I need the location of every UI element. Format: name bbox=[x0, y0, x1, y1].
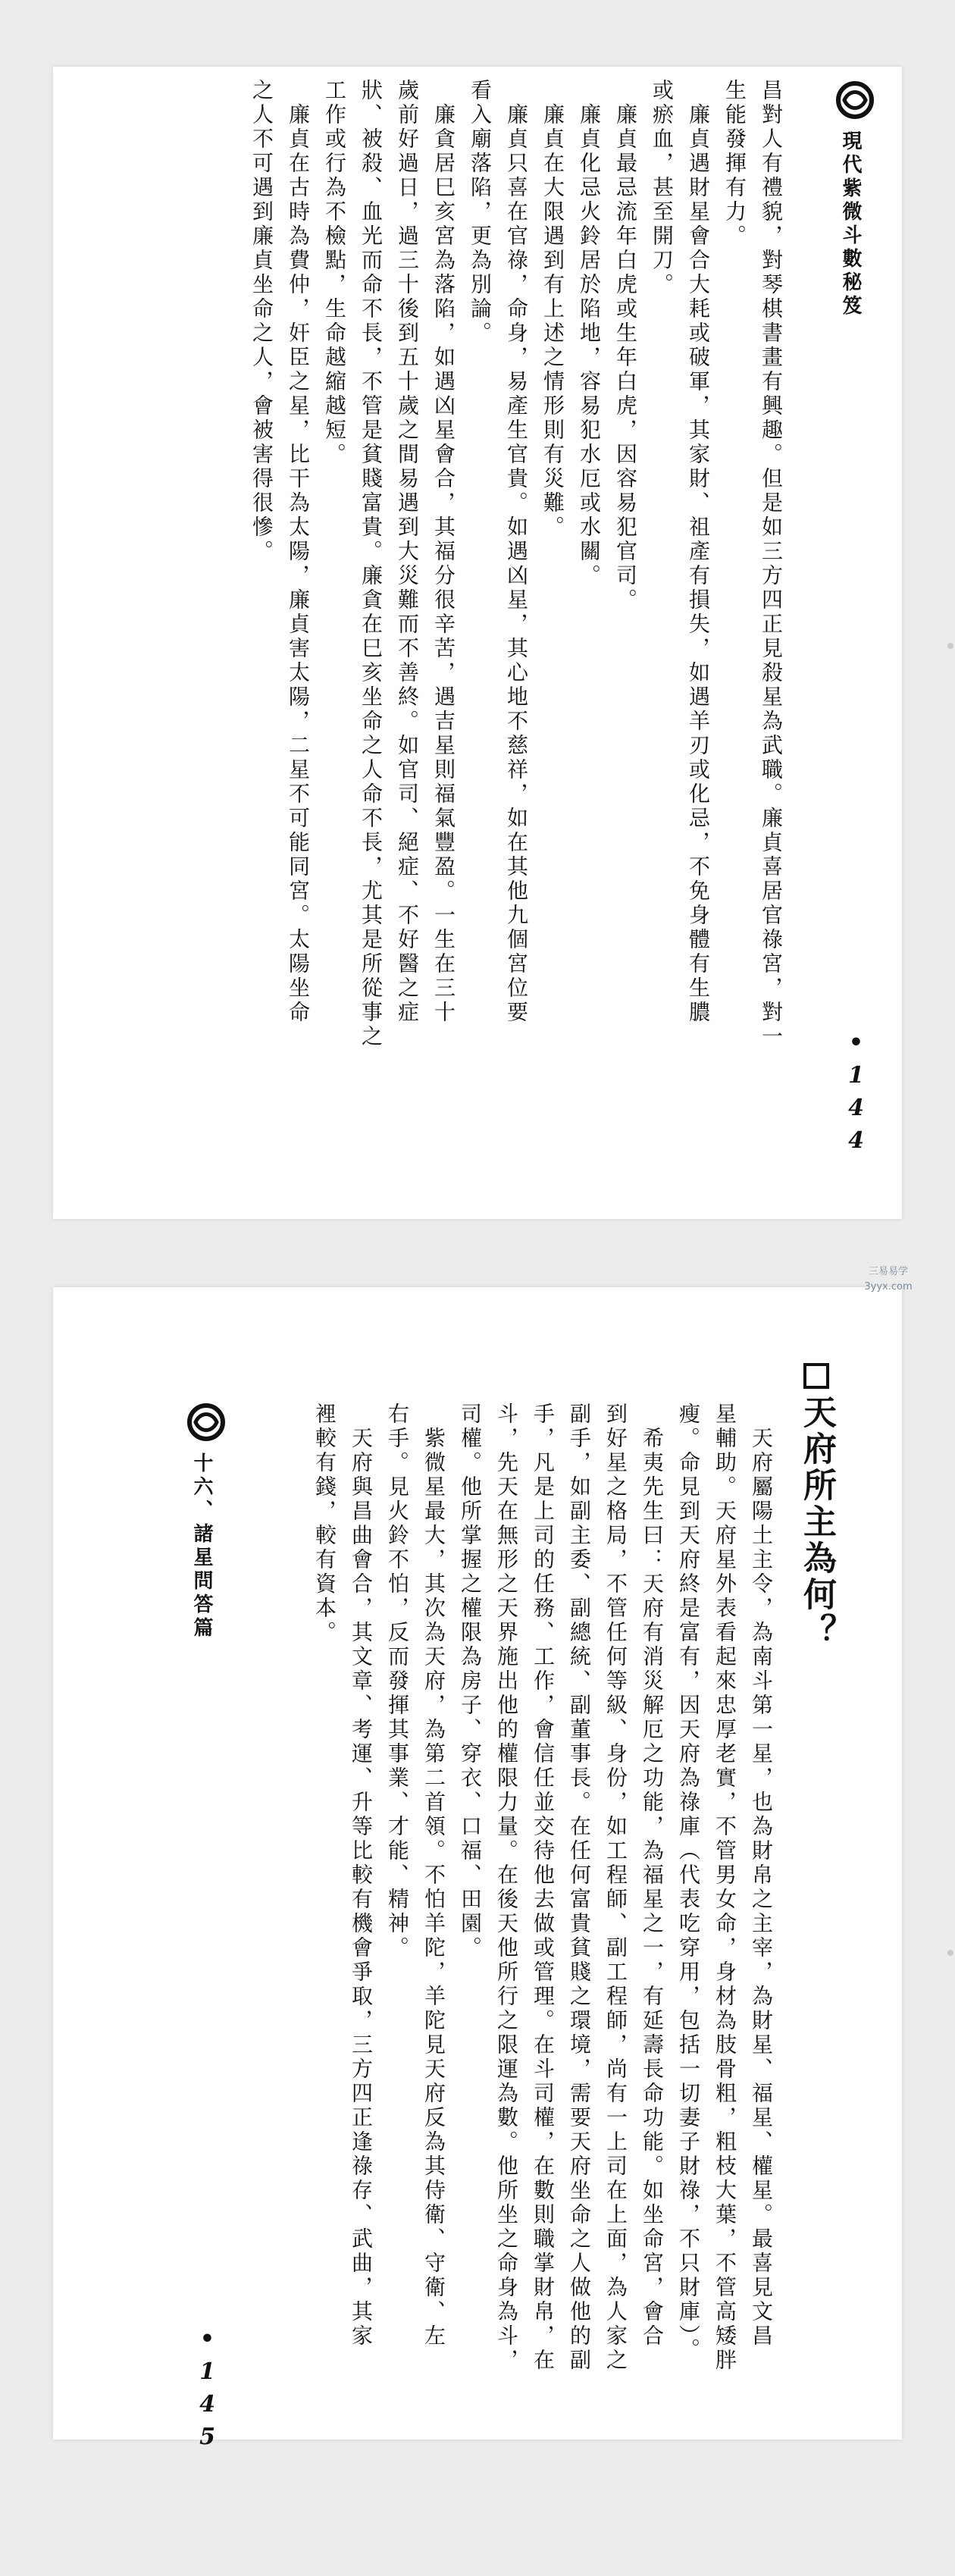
text-column: 裡較有錢，較有資本。 bbox=[312, 1402, 337, 1645]
text-column: 天府與昌曲會合，其文章、考運、升等比較有機會爭取，三方四正逢祿存、武曲，其家 bbox=[349, 1402, 374, 2349]
text-column: 看入廟落陷，更為別論。 bbox=[468, 79, 493, 346]
text-column: 生能發揮有力。 bbox=[722, 79, 747, 249]
publisher-logo-icon bbox=[834, 79, 876, 121]
heading-box-icon bbox=[803, 1363, 829, 1389]
text-column: 昌對人有禮貌，對琴棋書畫有興趣。但是如三方四正見殺星為武職。廉貞喜居官祿宮，對一 bbox=[759, 79, 784, 1049]
text-column: 或瘀血，甚至開刀。 bbox=[650, 79, 675, 297]
text-column: 手，凡是上司的任務、工作，會信任並交待他去做或管理。在斗司權，在數則職掌財帛，在 bbox=[531, 1402, 556, 2373]
text-column: 天府屬陽土主令，為南斗第一星，也為財帛之主宰，為財星、福星、權星。最喜見文昌 bbox=[749, 1402, 774, 2349]
text-column: 司權。他所掌握之權限為房子、穿衣、口福、田園。 bbox=[458, 1402, 483, 1960]
book-page-145 bbox=[53, 1287, 902, 2456]
text-column: 歲前好過日，過三十後到五十歲之間易遇到大災難而不善終。如官司、絕症、不好醫之症 bbox=[395, 79, 420, 1025]
text-column: 廉貞遇財星會合大耗或破軍，其家財、祖產有損失，如遇羊刃或化忌，不免身體有生膿 bbox=[686, 79, 711, 1025]
text-column: 廉貞在古時為費仲，奸臣之星，比干為太陽，廉貞害太陽，二星不可能同宮。太陽坐命 bbox=[286, 79, 311, 1025]
section-heading-text: 天府所主為何？ bbox=[797, 1395, 836, 1650]
scroll-marker-icon bbox=[947, 1950, 953, 1956]
text-column: 瘦。命見到天府終是富有，因天府為祿庫（代表吃穿用，包括一切妻子財祿，不只財庫）。 bbox=[676, 1402, 701, 2362]
watermark-url: 3yyx.com bbox=[864, 1281, 913, 1293]
text-column: 右手。見火鈴不怕，反而發揮其事業、才能、精神。 bbox=[385, 1402, 410, 1960]
site-watermark bbox=[828, 1264, 949, 1295]
text-column: 廉貞化忌火鈴居於陷地，容易犯水厄或水關。 bbox=[577, 79, 602, 588]
text-column: 星輔助。天府星外表看起來忠厚老實，不管男女命，身材為肢骨粗，粗枝大葉，不管高矮胖 bbox=[712, 1402, 737, 2373]
text-column: 狀、被殺、血光而命不長，不管是貧賤富貴。廉貪在巳亥坐命之人命不長，尤其是所從事之 bbox=[359, 79, 384, 1049]
running-title: 現代紫微斗數秘笈 bbox=[839, 130, 862, 318]
section-heading bbox=[792, 1363, 841, 1650]
book-page-144 bbox=[53, 67, 902, 1219]
text-column: 廉貞只喜在官祿，命身，易產生官貴。如遇凶星，其心地不慈祥，如在其他九個宮位要 bbox=[504, 79, 529, 1025]
running-title: 十六、諸星問答篇 bbox=[190, 1453, 213, 1641]
text-column: 到好星之格局，不管任何等級、身份，如工程師、副工程師，尚有一上司在上面，為人家之 bbox=[603, 1402, 628, 2373]
text-column: 廉貞最忌流年白虎或生年白虎，因容易犯官司。 bbox=[613, 79, 638, 613]
text-column: 紫微星最大，其次為天府，為第二首領。不怕羊陀，羊陀見天府反為其侍衛、守衛、左 bbox=[421, 1402, 446, 2349]
text-column: 廉貪居巳亥宮為落陷，如遇凶星會合，其福分很辛苦，遇吉星則福氣豐盈。一生在三十 bbox=[431, 79, 456, 1025]
page-number: •144 bbox=[843, 1029, 869, 1160]
text-column: 副手，如副主委、副總統、副董事長。在任何富貴貧賤之環境，需要天府坐命之人做他的副 bbox=[567, 1402, 592, 2373]
text-column: 工作或行為不檢點，生命越縮越短。 bbox=[322, 79, 347, 467]
text-column: 希夷先生曰：天府有消災解厄之功能，為福星之一，有延壽長命功能。如坐命宮，會合 bbox=[640, 1402, 665, 2349]
text-column: 之人不可遇到廉貞坐命之人，會被害得很慘。 bbox=[249, 79, 274, 564]
text-column: 廉貞在大限遇到有上述之情形則有災難。 bbox=[540, 79, 565, 540]
page-number: •145 bbox=[194, 2326, 221, 2456]
scroll-marker-icon bbox=[947, 643, 953, 649]
watermark-line: 三易易学 bbox=[868, 1266, 908, 1277]
text-column: 斗，先天在無形之天界施出他的權限力量。在後天他所行之限運為數。他所坐之命身為斗， bbox=[494, 1402, 519, 2373]
publisher-logo-icon bbox=[185, 1401, 227, 1443]
